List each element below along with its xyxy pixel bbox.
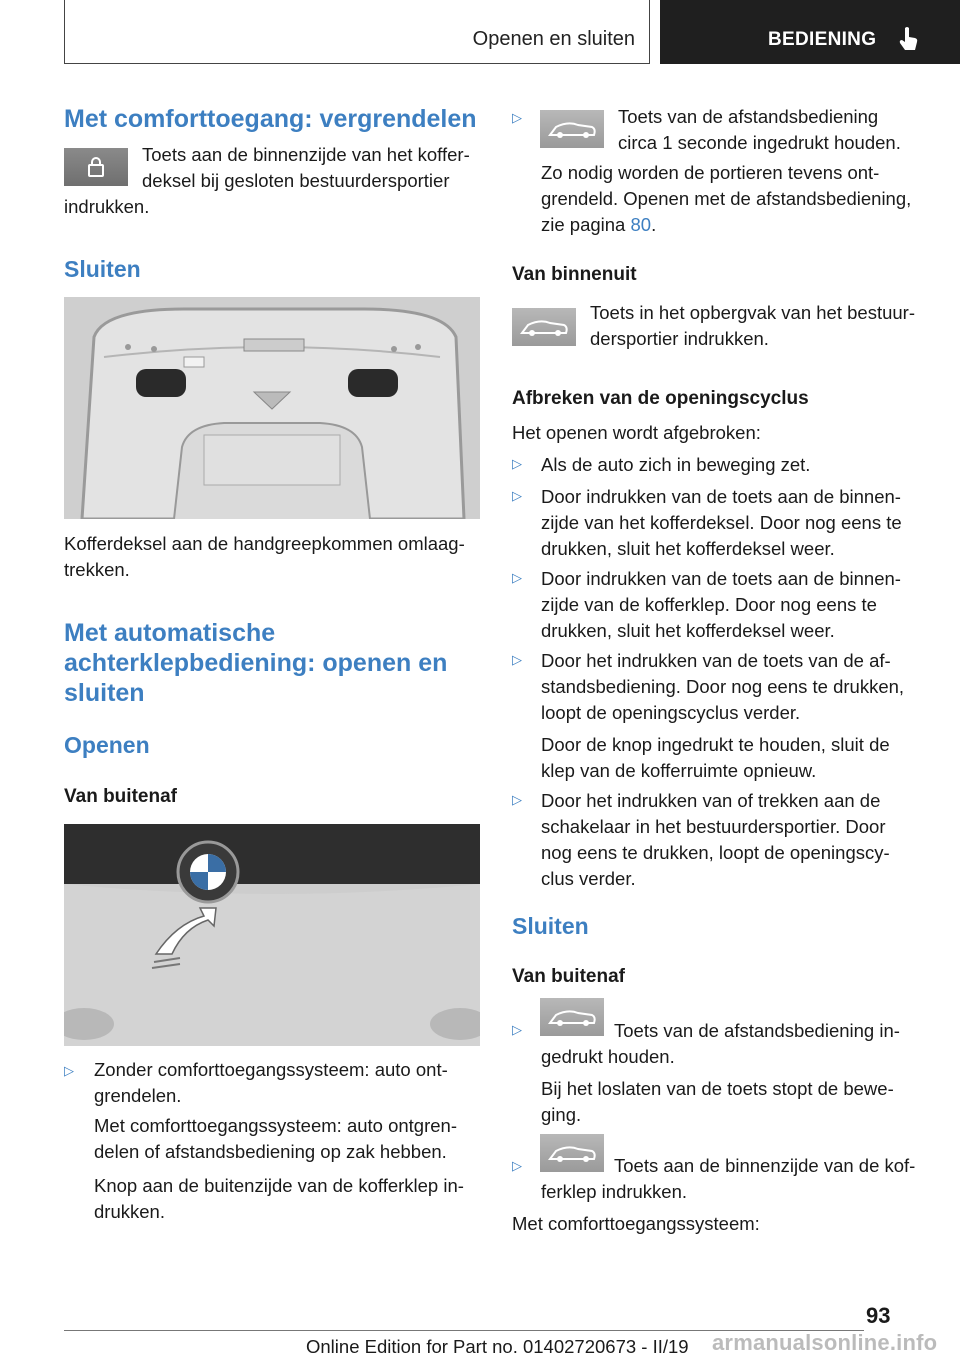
- remote-trunk-button-icon: [540, 998, 604, 1036]
- bullet-triangle-icon: ▷: [512, 488, 522, 503]
- bullet-triangle-icon: ▷: [512, 1158, 522, 1173]
- b1-text-1: Zonder comforttoegangssysteem: auto ont-: [94, 1059, 448, 1080]
- car-trunk-icon: [546, 1141, 598, 1165]
- c2-text-2: ferklep indrukken.: [541, 1181, 688, 1202]
- heading-close: Sluiten: [64, 256, 141, 282]
- lock-text-2: deksel bij gesloten bestuurdersportier: [142, 170, 450, 191]
- a5-text-3: nog eens te drukken, loopt de openingscy-: [541, 842, 890, 863]
- b1-text-3: Met comforttoegangssysteem: auto ontgren-: [94, 1115, 457, 1136]
- lock-text-3: indrukken.: [64, 196, 150, 217]
- a2-text-3: drukken, sluit het kofferdeksel weer.: [541, 538, 835, 559]
- a3-text-2: zijde van de kofferklep. Door nog eens te: [541, 594, 877, 615]
- a3-text-1: Door indrukken van de toets aan de binnen-: [541, 568, 901, 589]
- a4-text-4: Door de knop ingedrukt te houden, sluit de: [541, 734, 890, 755]
- page-number: 93: [866, 1303, 891, 1328]
- heading-comfort-lock: Met comforttoegang: vergrendelen: [64, 105, 477, 133]
- a5-text-1: Door het indrukken van of trekken aan de: [541, 790, 881, 811]
- trunk-lid-interior-image: [64, 297, 480, 519]
- a4-text-5: klep van de kofferruimte opnieuw.: [541, 760, 817, 781]
- heading-auto-2: achterklepbediening: openen en: [64, 649, 448, 677]
- a5-text-2: schakelaar in het bestuurdersportier. Door: [541, 816, 886, 837]
- a4-text-2: standsbediening. Door nog eens te drukken,: [541, 676, 905, 697]
- lock-text-1: Toets aan de binnenzijde van het koffer-: [142, 144, 470, 165]
- c1-text-1: Toets van de afstandsbediening in-: [614, 1020, 900, 1041]
- lock-button-icon: [64, 148, 128, 186]
- car-trunk-icon: [546, 117, 598, 141]
- watermark: armanualsonline.info: [712, 1330, 938, 1355]
- bullet-triangle-icon: ▷: [512, 652, 522, 667]
- bullet-triangle-icon: ▷: [512, 570, 522, 585]
- b1-text-6: drukken.: [94, 1201, 165, 1222]
- door-trunk-button-icon: [512, 308, 576, 346]
- b1-text-5: Knop aan de buitenzijde van de kofferklep in-: [94, 1175, 464, 1196]
- bullet-triangle-icon: ▷: [512, 110, 522, 125]
- a1-text: Als de auto zich in beweging zet.: [541, 454, 811, 475]
- bullet-triangle-icon: ▷: [64, 1063, 74, 1078]
- r1-text-5a: zie pagina: [541, 214, 631, 235]
- abort-intro: Het openen wordt afgebroken:: [512, 422, 761, 443]
- a4-text-3: loopt de openingscyclus verder.: [541, 702, 801, 723]
- section-title: Openen en sluiten: [472, 28, 635, 50]
- a4-text-1: Door het indrukken van de toets van de af-: [541, 650, 891, 671]
- r1-text-1: Toets van de afstandsbediening: [618, 106, 879, 127]
- a5-text-4: clus verder.: [541, 868, 636, 889]
- heading-inside: Van binnenuit: [512, 264, 637, 285]
- a2-text-2: zijde van het kofferdeksel. Door nog eens te: [541, 512, 902, 533]
- r1-text-3: Zo nodig worden de portieren tevens ont-: [541, 162, 880, 183]
- c2-text-1: Toets aan de binnenzijde van de kof-: [614, 1155, 916, 1176]
- comfort-text: Met comforttoegangssysteem:: [512, 1213, 760, 1234]
- chapter-title: BEDIENING: [768, 29, 877, 50]
- car-trunk-icon: [518, 315, 570, 339]
- padlock-icon: [85, 156, 107, 178]
- close-text-2: trekken.: [64, 559, 130, 580]
- heading-outside: Van buitenaf: [64, 786, 177, 807]
- heading-outside-right: Van buitenaf: [512, 966, 625, 987]
- hand-pointer-icon: [898, 26, 920, 52]
- r1-text-5: [541, 212, 656, 238]
- bullet-triangle-icon: ▷: [512, 1022, 522, 1037]
- heading-auto-1: Met automatische: [64, 619, 276, 647]
- r1-text-2: circa 1 seconde ingedrukt houden.: [618, 132, 901, 153]
- heading-abort: Afbreken van de openingscyclus: [512, 388, 809, 409]
- a2-text-1: Door indrukken van de toets aan de binnen-: [541, 486, 901, 507]
- inside-text-1: Toets in het opbergvak van het bestuur-: [590, 302, 915, 323]
- edition-text: Online Edition for Part no. 01402720673 - II/19: [306, 1336, 689, 1357]
- inside-text-2: dersportier indrukken.: [590, 328, 769, 349]
- car-trunk-icon: [546, 1005, 598, 1029]
- a3-text-3: drukken, sluit het kofferdeksel weer.: [541, 620, 835, 641]
- heading-close-right: Sluiten: [512, 913, 589, 939]
- close-text-1: Kofferdeksel aan de handgreepkommen omlaag-: [64, 533, 465, 554]
- heading-auto-3: sluiten: [64, 679, 145, 707]
- c1-text-3: Bij het loslaten van de toets stopt de bewe-: [541, 1078, 894, 1099]
- bullet-triangle-icon: ▷: [512, 456, 522, 471]
- header-section-box: [64, 0, 650, 64]
- c1-text-4: ging.: [541, 1104, 582, 1125]
- heading-open: Openen: [64, 732, 150, 758]
- b1-text-4: delen of afstandsbediening op zak hebben.: [94, 1141, 447, 1162]
- b1-text-2: grendelen.: [94, 1085, 182, 1106]
- bullet-triangle-icon: ▷: [512, 792, 522, 807]
- inner-trunk-button-icon: [540, 1134, 604, 1172]
- r1-text-4: grendeld. Openen met de afstandsbediening,: [541, 188, 912, 209]
- page-link[interactable]: 80: [630, 214, 652, 235]
- c1-text-2: gedrukt houden.: [541, 1046, 675, 1067]
- chapter-tab[interactable]: [660, 0, 960, 64]
- trunk-badge-image: [64, 824, 480, 1046]
- remote-trunk-button-icon: [540, 110, 604, 148]
- r1-text-5b: .: [651, 214, 657, 235]
